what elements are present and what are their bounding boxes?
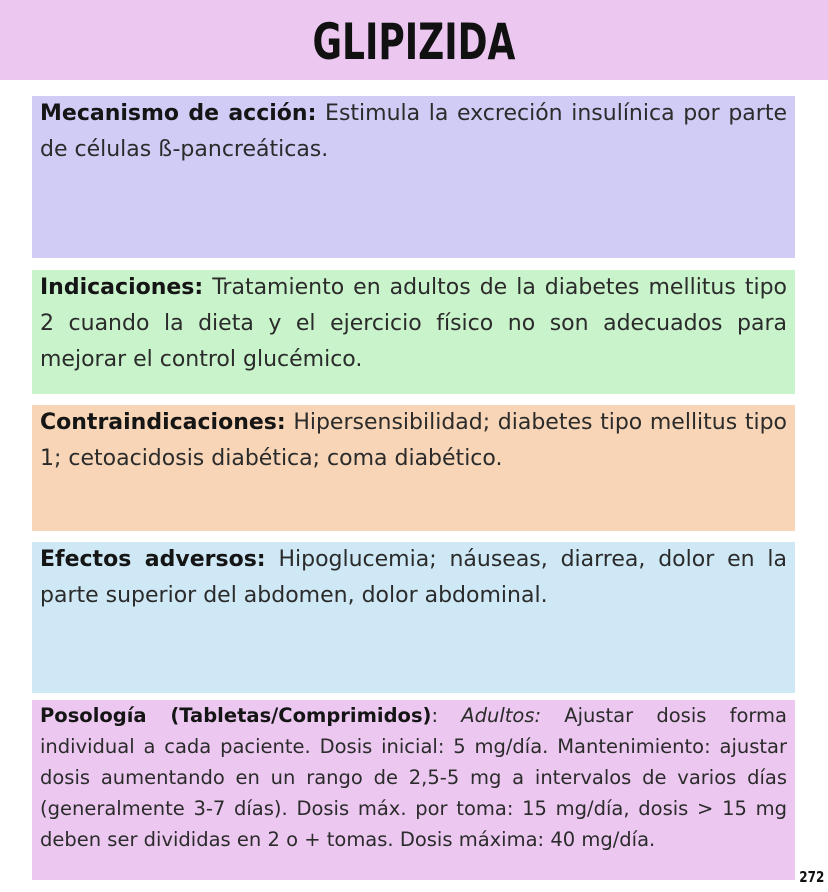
page-title: GLIPIZIDA <box>312 13 516 71</box>
dosage-text: Ajustar dosis forma individual a cada paciente. Dosis inicial: 5 mg/día. Mantenimiento: ajustar dosis aumentando en un rango de 2,5-5 mg a intervalos de varios días (generalmente 3-7 días). Dosis máx. por toma: 15 mg/día, dosis > 15 mg deben ser divididas en 2 o + tomas. Dosis máxima: 40 mg/día. <box>40 704 788 851</box>
page-number: 272 <box>798 868 824 886</box>
adverse-effects-paragraph <box>40 542 787 614</box>
contraindications-section <box>32 405 795 531</box>
mechanism-paragraph <box>40 96 787 168</box>
contraindications-label: Contraindicaciones: <box>40 410 286 435</box>
adverse-effects-section <box>32 542 795 693</box>
indications-text: Tratamiento en adultos de la diabetes mellitus tipo 2 cuando la dieta y el ejercicio físico no son adecuados para mejorar el control glucémico. <box>40 275 787 372</box>
dosage-subject: Adultos: <box>461 704 542 727</box>
mechanism-label: Mecanismo de acción: <box>40 101 317 126</box>
title-banner <box>0 0 828 80</box>
adverse-effects-label: Efectos adversos: <box>40 547 266 572</box>
indications-label: Indicaciones: <box>40 275 204 300</box>
mechanism-section <box>32 96 795 258</box>
dosage-section <box>32 700 795 880</box>
dosage-separator: : <box>431 704 439 727</box>
adverse-effects-text: Hipoglucemia; náuseas, diarrea, dolor en la parte superior del abdomen, dolor abdominal. <box>40 547 787 608</box>
contraindications-text: Hipersensibilidad; diabetes tipo mellitus tipo 1; cetoacidosis diabética; coma diabético. <box>40 410 787 471</box>
dosage-paragraph <box>40 700 787 855</box>
dosage-label: Posología (Tabletas/Comprimidos) <box>40 704 432 727</box>
mechanism-text: Estimula la excreción insulínica por parte de células ß-pancreáticas. <box>40 101 787 162</box>
indications-paragraph <box>40 270 787 378</box>
contraindications-paragraph <box>40 405 787 477</box>
indications-section <box>32 270 795 394</box>
